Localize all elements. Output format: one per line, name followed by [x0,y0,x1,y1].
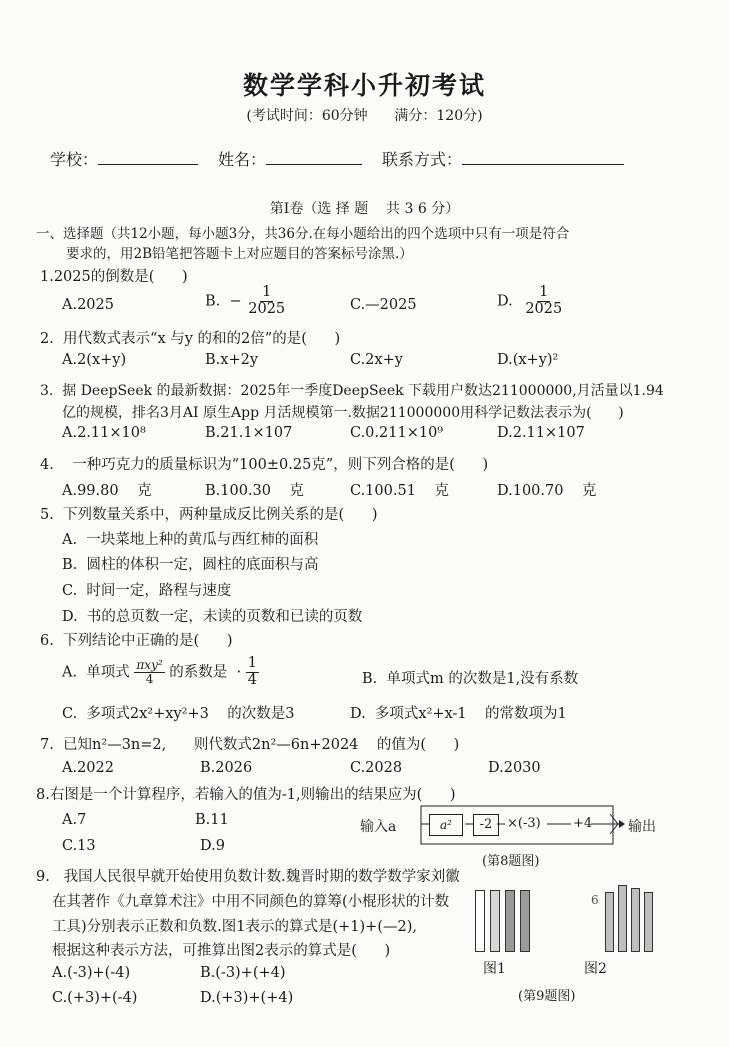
q8-op-multiply: ×(-3) [507,816,541,831]
rod-fig2-2 [618,885,627,952]
q3-stem-line2: 亿的规模，排名3月AI 原生App 月活规模第一.数据211000000用科学记数法表示为( ) [62,405,624,421]
q9-caption: (第9题图) [518,989,576,1004]
section-intro-line1: 一、选择题（共12小题，每小题3分，共36分.在每小题给出的四个选项中只有一项是符合 [36,226,570,242]
q4-option-c[interactable]: C.100.51 克 [350,483,449,499]
q6-a-numerator: πxy² [136,657,163,672]
q4-option-a[interactable]: A.99.80 克 [62,483,152,499]
name-label: 姓名： [218,150,267,169]
q8-option-b[interactable]: B.11 [195,812,229,828]
q4-option-d[interactable]: D.100.70 克 [497,483,597,499]
q7-option-a[interactable]: A.2022 [62,760,114,776]
q1-d-denominator: 2025 [525,300,563,317]
q1-d-numerator: 1 [539,284,549,300]
q1-d-fraction [523,285,564,318]
q5-option-b[interactable]: B. 圆柱的体积一定，圆柱的底面积与高 [62,557,319,573]
contact-field[interactable] [382,147,624,170]
q1-b-numerator: 1 [262,284,272,300]
q2-option-c[interactable]: C.2x+y [350,352,403,368]
q6-a-fraction [134,659,164,686]
q6-a-numerator2: 1 [247,655,257,671]
q6-option-d[interactable]: D. 多项式x²+x-1 的常数项为1 [350,706,567,722]
rod-fig2-3 [631,888,640,952]
q4-option-b[interactable]: B.100.30 克 [205,483,304,499]
q6-a-denominator: 4 [145,671,154,686]
q1-d-prefix: D. [497,293,513,310]
q9-option-b[interactable]: B.(-3)+(+4) [200,965,286,981]
q6-stem: 6. 下列结论中正确的是( ) [40,633,233,649]
q6-option-c[interactable]: C. 多项式2x²+xy²+3 的次数是3 [62,706,295,722]
q3-option-c[interactable]: C.0.211×10⁹ [350,425,444,441]
rod-fig1-3 [505,890,515,952]
contact-blank[interactable] [462,164,624,165]
q9-stem-line4: 根据这种表示方法，可推算出图2表示的算式是( ) [52,943,391,959]
q1-option-c[interactable]: C.—2025 [350,297,417,313]
q3-option-d[interactable]: D.2.11×107 [497,425,585,441]
q5-stem: 5. 下列数量关系中，两种量成反比例关系的是( ) [40,507,378,523]
volume-header: 第Ⅰ卷（选 择 题 共 3 6 分） [269,201,460,217]
q3-option-a[interactable]: A.2.11×10⁸ [62,425,146,441]
q8-option-c[interactable]: C.13 [62,838,96,854]
q2-option-a[interactable]: A.2(x+y) [62,352,127,368]
q5-option-d[interactable]: D. 书的总页数一定，未读的页数和已读的页数 [62,609,363,625]
q9-stem-line2: 在其著作《九章算术注》中用不同颜色的算筹(小棍形状的计数 [52,894,450,910]
q6-a-fraction2 [246,656,259,689]
q8-box-square: a² [429,814,463,836]
q7-option-b[interactable]: B.2026 [200,760,253,776]
q1-b-denominator: 2025 [248,300,286,317]
q9-option-a[interactable]: A.(-3)+(-4) [52,965,131,981]
rod-fig2-4 [644,892,653,952]
q9-stem-line3: 工具)分别表示正数和负数.图1表示的算式是(+1)+(—2), [52,919,417,935]
q6-option-a[interactable] [62,656,259,689]
q5-option-c[interactable]: C. 时间一定，路程与速度 [62,583,232,599]
q8-box-minus2: -2 [473,814,499,836]
q6-option-b[interactable]: B. 单项式m 的次数是1,没有系数 [362,671,579,687]
q2-option-d[interactable]: D.(x+y)² [497,352,559,368]
q9-stem-line1: 9. 我国人民很早就开始使用负数计数.魏晋时期的数学数学家刘徽 [36,869,460,885]
q8-input-label: 输入a [360,819,397,835]
q9-fig1-label: 图1 [483,961,506,977]
q1-b-fraction [246,285,287,318]
name-field[interactable] [218,147,362,170]
q6-a-middle: 的系数是 · [169,664,242,681]
q6-a-prefix: A. 单项式 [62,664,130,681]
q8-op-add: +4 [573,816,593,831]
contact-label: 联系方式： [382,150,463,169]
q1-option-b[interactable] [205,285,287,318]
q6-a-denominator2: 4 [247,671,257,688]
school-field[interactable] [50,147,198,170]
page-title: 数学学科小升初考试 [242,71,486,100]
q3-stem-line1: 3. 据 DeepSeek 的最新数据：2025年一季度DeepSeek 下载用户数达211000000,月活量以1.94 [40,383,664,399]
q9-fig-mark: 6 [591,893,599,907]
q8-option-d[interactable]: D.9 [200,838,225,854]
q5-option-a[interactable]: A. 一块菜地上种的黄瓜与西红柿的面积 [62,532,319,548]
rod-fig1-1 [475,890,485,952]
q4-stem: 4. 一种巧克力的质量标识为“100±0.25克”，则下列合格的是( ) [40,457,489,473]
q1-option-d[interactable] [497,285,564,318]
q2-stem: 2. 用代数式表示“x 与y 的和的2倍”的是( ) [40,331,341,347]
q8-option-a[interactable]: A.7 [62,812,87,828]
q7-option-d[interactable]: D.2030 [488,760,541,776]
section-intro-line2: 要求的，用2B铅笔把答题卡上对应题目的答案标号涂黑.） [66,246,413,262]
q3-option-b[interactable]: B.21.1×107 [205,425,293,441]
q8-caption: (第8题图) [482,854,540,869]
q7-stem: 7. 已知n²—3n=2, 则代数式2n²—6n+2024 的值为( ) [40,737,460,753]
name-blank[interactable] [266,164,362,165]
q1-stem: 1.2025的倒数是( ) [40,269,188,285]
rod-fig1-4 [520,890,530,952]
rod-fig1-2 [490,890,500,952]
q9-option-c[interactable]: C.(+3)+(-4) [52,990,138,1006]
q8-stem: 8.右图是一个计算程序，若输入的值为-1,则输出的结果应为( ) [36,787,456,803]
q1-b-prefix: B. − [205,293,242,310]
exam-info: (考试时间：60分钟 满分：120分) [246,108,483,124]
rod-fig2-1 [605,892,614,952]
q1-option-a[interactable]: A.2025 [62,297,114,313]
school-label: 学校： [50,150,99,169]
q7-option-c[interactable]: C.2028 [350,760,403,776]
q2-option-b[interactable]: B.x+2y [205,352,259,368]
school-blank[interactable] [98,164,198,165]
q9-fig2-label: 图2 [584,961,607,977]
q8-output-label: 输出 [628,819,656,835]
q9-option-d[interactable]: D.(+3)+(+4) [200,990,294,1006]
